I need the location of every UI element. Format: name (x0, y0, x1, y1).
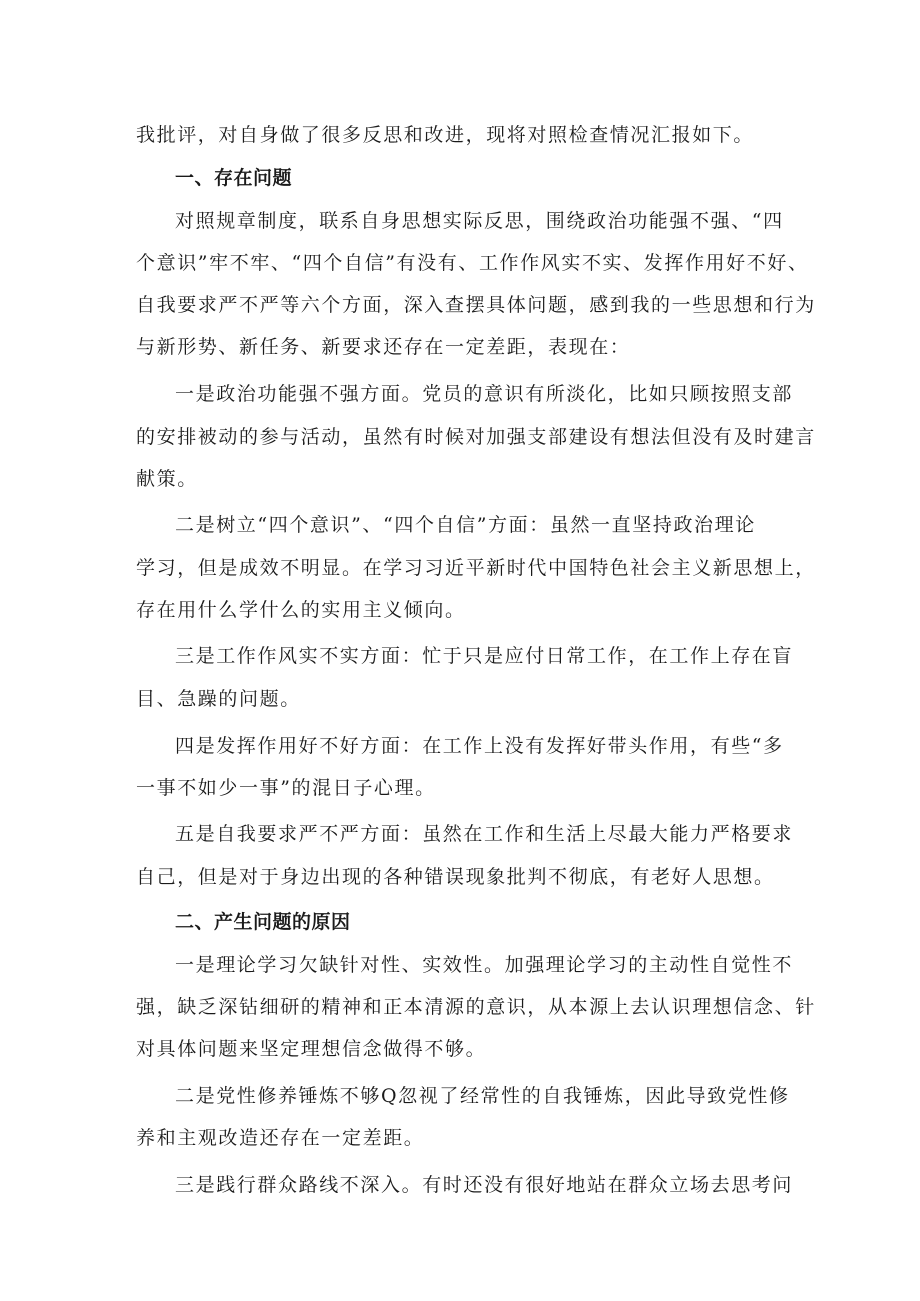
paragraph-line: 五是自我要求严不严方面：虽然在工作和生活上尽最大能力严格要求 (175, 823, 794, 845)
paragraph-line: 养和主观改造还存在一定差距。 (136, 1127, 425, 1149)
paragraph-line: 存在用什么学什么的实用主义倾向。 (136, 599, 466, 621)
paragraph-line: 学习，但是成效不明显。在学习习近平新时代中国特色社会主义新思想上， (136, 557, 816, 579)
paragraph-line: 目、急躁的问题。 (136, 688, 301, 710)
paragraph-line: 与新形势、新任务、新要求还存在一定差距，表现在： (136, 336, 631, 358)
paragraph-line: 个意识”牢不牢、“四个自信”有没有、工作作风实不实、发挥作用好不好、 (136, 252, 809, 274)
paragraph-line: 的安排被动的参与活动，虽然有时候对加强支部建设有想法但没有及时建言 (136, 426, 816, 448)
paragraph-line: 对照规章制度，联系自身思想实际反思，围绕政治功能强不强、“四 (175, 210, 784, 232)
paragraph-line: 四是发挥作用好不好方面：在工作上没有发挥好带头作用，有些“多 (175, 735, 784, 757)
paragraph-line: 我批评，对自身做了很多反思和改进，现将对照检查情况汇报如下。 (136, 124, 755, 146)
paragraph-line: 自己，但是对于身边出现的各种错误现象批判不彻底，有老好人思想。 (136, 866, 775, 888)
paragraph-line: 自我要求严不严等六个方面，深入查摆具体问题，感到我的一些思想和行为 (136, 294, 816, 316)
paragraph-line: 献策。 (136, 468, 198, 490)
paragraph-line: 一事不如少一事”的混日子心理。 (136, 777, 436, 799)
section-heading: 二、产生问题的原因 (175, 911, 351, 933)
paragraph-line: 一是理论学习欠缺针对性、实效性。加强理论学习的主动性自觉性不 (175, 954, 794, 976)
paragraph-line: 一是政治功能强不强方面。党员的意识有所淡化，比如只顾按照支部 (175, 383, 794, 405)
section-heading: 一、存在问题 (175, 167, 293, 189)
paragraph-line: 强，缺乏深钻细研的精神和正本清源的意识，从本源上去认识理想信念、针 (136, 996, 816, 1018)
paragraph-line: 二是树立“四个意识”、“四个自信”方面：虽然一直坚持政治理论 (175, 514, 756, 536)
paragraph-line: 三是工作作风实不实方面：忙于只是应付日常工作，在工作上存在盲 (175, 645, 794, 667)
paragraph-line: 二是党性修养锤炼不够Q忽视了经常性的自我锤炼，因此导致党性修 (175, 1085, 790, 1107)
paragraph-line: 三是践行群众路线不深入。有时还没有很好地站在群众立场去思考问 (175, 1174, 794, 1196)
paragraph-line: 对具体问题来坚定理想信念做得不够。 (136, 1038, 487, 1060)
